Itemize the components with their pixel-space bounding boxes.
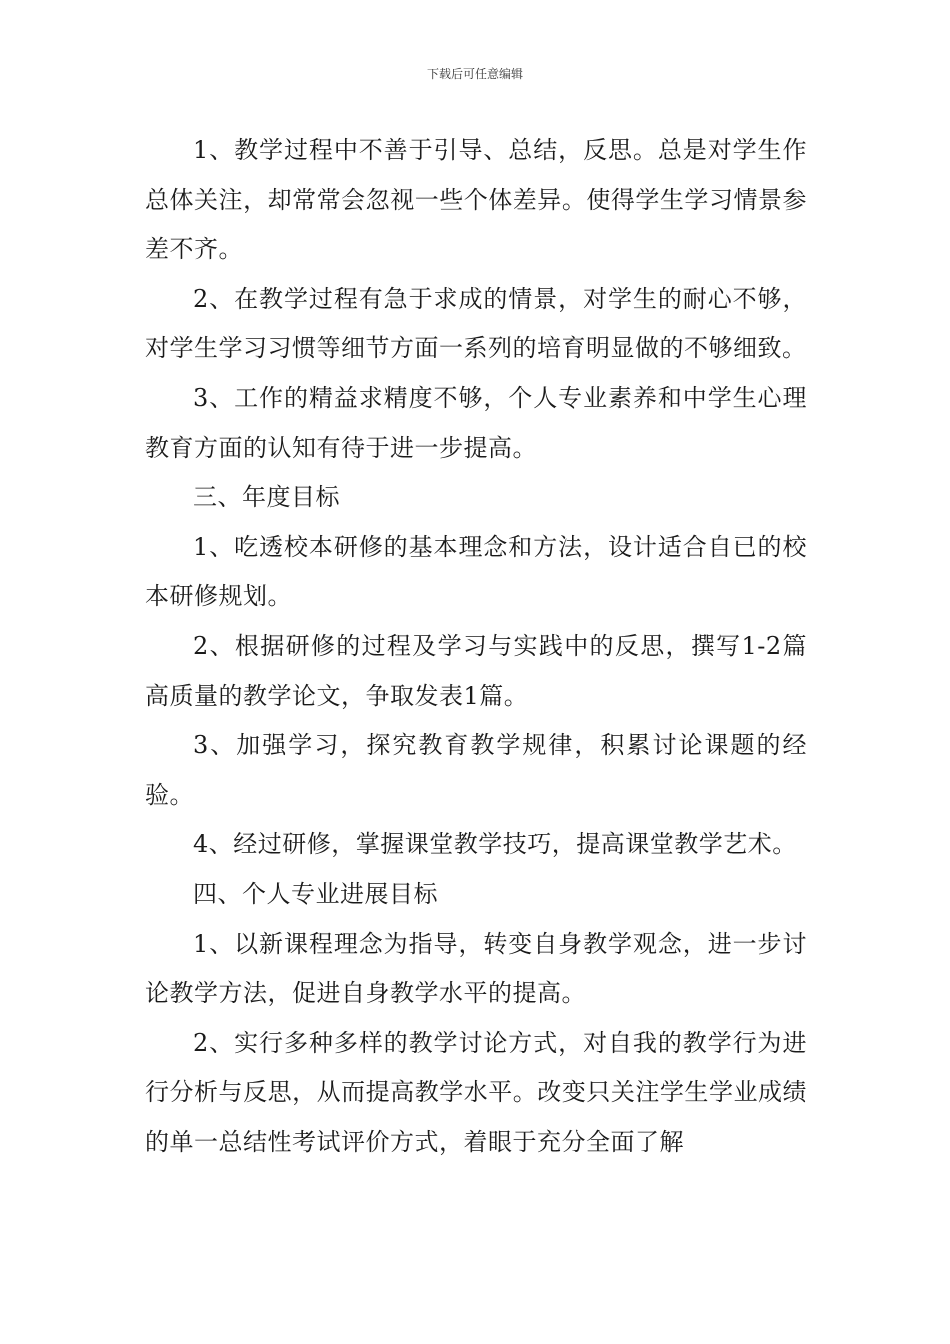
paragraph-goal-2: 2、根据研修的过程及学习与实践中的反思，撰写1-2篇高质量的教学论文，争取发表1篇。 — [145, 631, 807, 710]
paragraph-goal-1: 1、吃透校本研修的基本理念和方法，设计适合自已的校本研修规划。 — [145, 532, 807, 611]
paragraph-weakness-1: 1、教学过程中不善于引导、总结，反思。总是对学生作总体关注，却常常会忽视一些个体差异。使得学生学习情景参差不齐。 — [145, 136, 807, 264]
paragraph-weakness-3: 3、工作的精益求精度不够，个人专业素养和中学生心理教育方面的认知有待于进一步提高。 — [145, 383, 807, 462]
paragraph-professional-1: 1、以新课程理念为指导，转变自身教学观念，进一步讨论教学方法，促进自身教学水平的提高。 — [145, 929, 807, 1008]
paragraph-goal-3: 3、加强学习，探究教育教学规律，积累讨论课题的经验。 — [145, 731, 807, 809]
document-body — [145, 126, 807, 1167]
section-heading-professional-goals: 四、个人专业进展目标 — [193, 879, 438, 908]
page-header-note: 下载后可任意编辑 — [426, 67, 523, 81]
paragraph-professional-2: 2、实行多种多样的教学讨论方式，对自我的教学行为进行分析与反思，从而提高教学水平。改变只关注学生学业成绩的单一总结性考试评价方式，着眼于充分全面了解 — [145, 1028, 807, 1156]
section-heading-annual-goals: 三、年度目标 — [193, 483, 340, 512]
paragraph-goal-4: 4、经过研修，掌握课堂教学技巧，提高课堂教学艺术。 — [193, 830, 797, 859]
paragraph-weakness-2: 2、在教学过程有急于求成的情景，对学生的耐心不够，对学生学习习惯等细节方面一系列的培育明显做的不够细致。 — [145, 284, 807, 363]
